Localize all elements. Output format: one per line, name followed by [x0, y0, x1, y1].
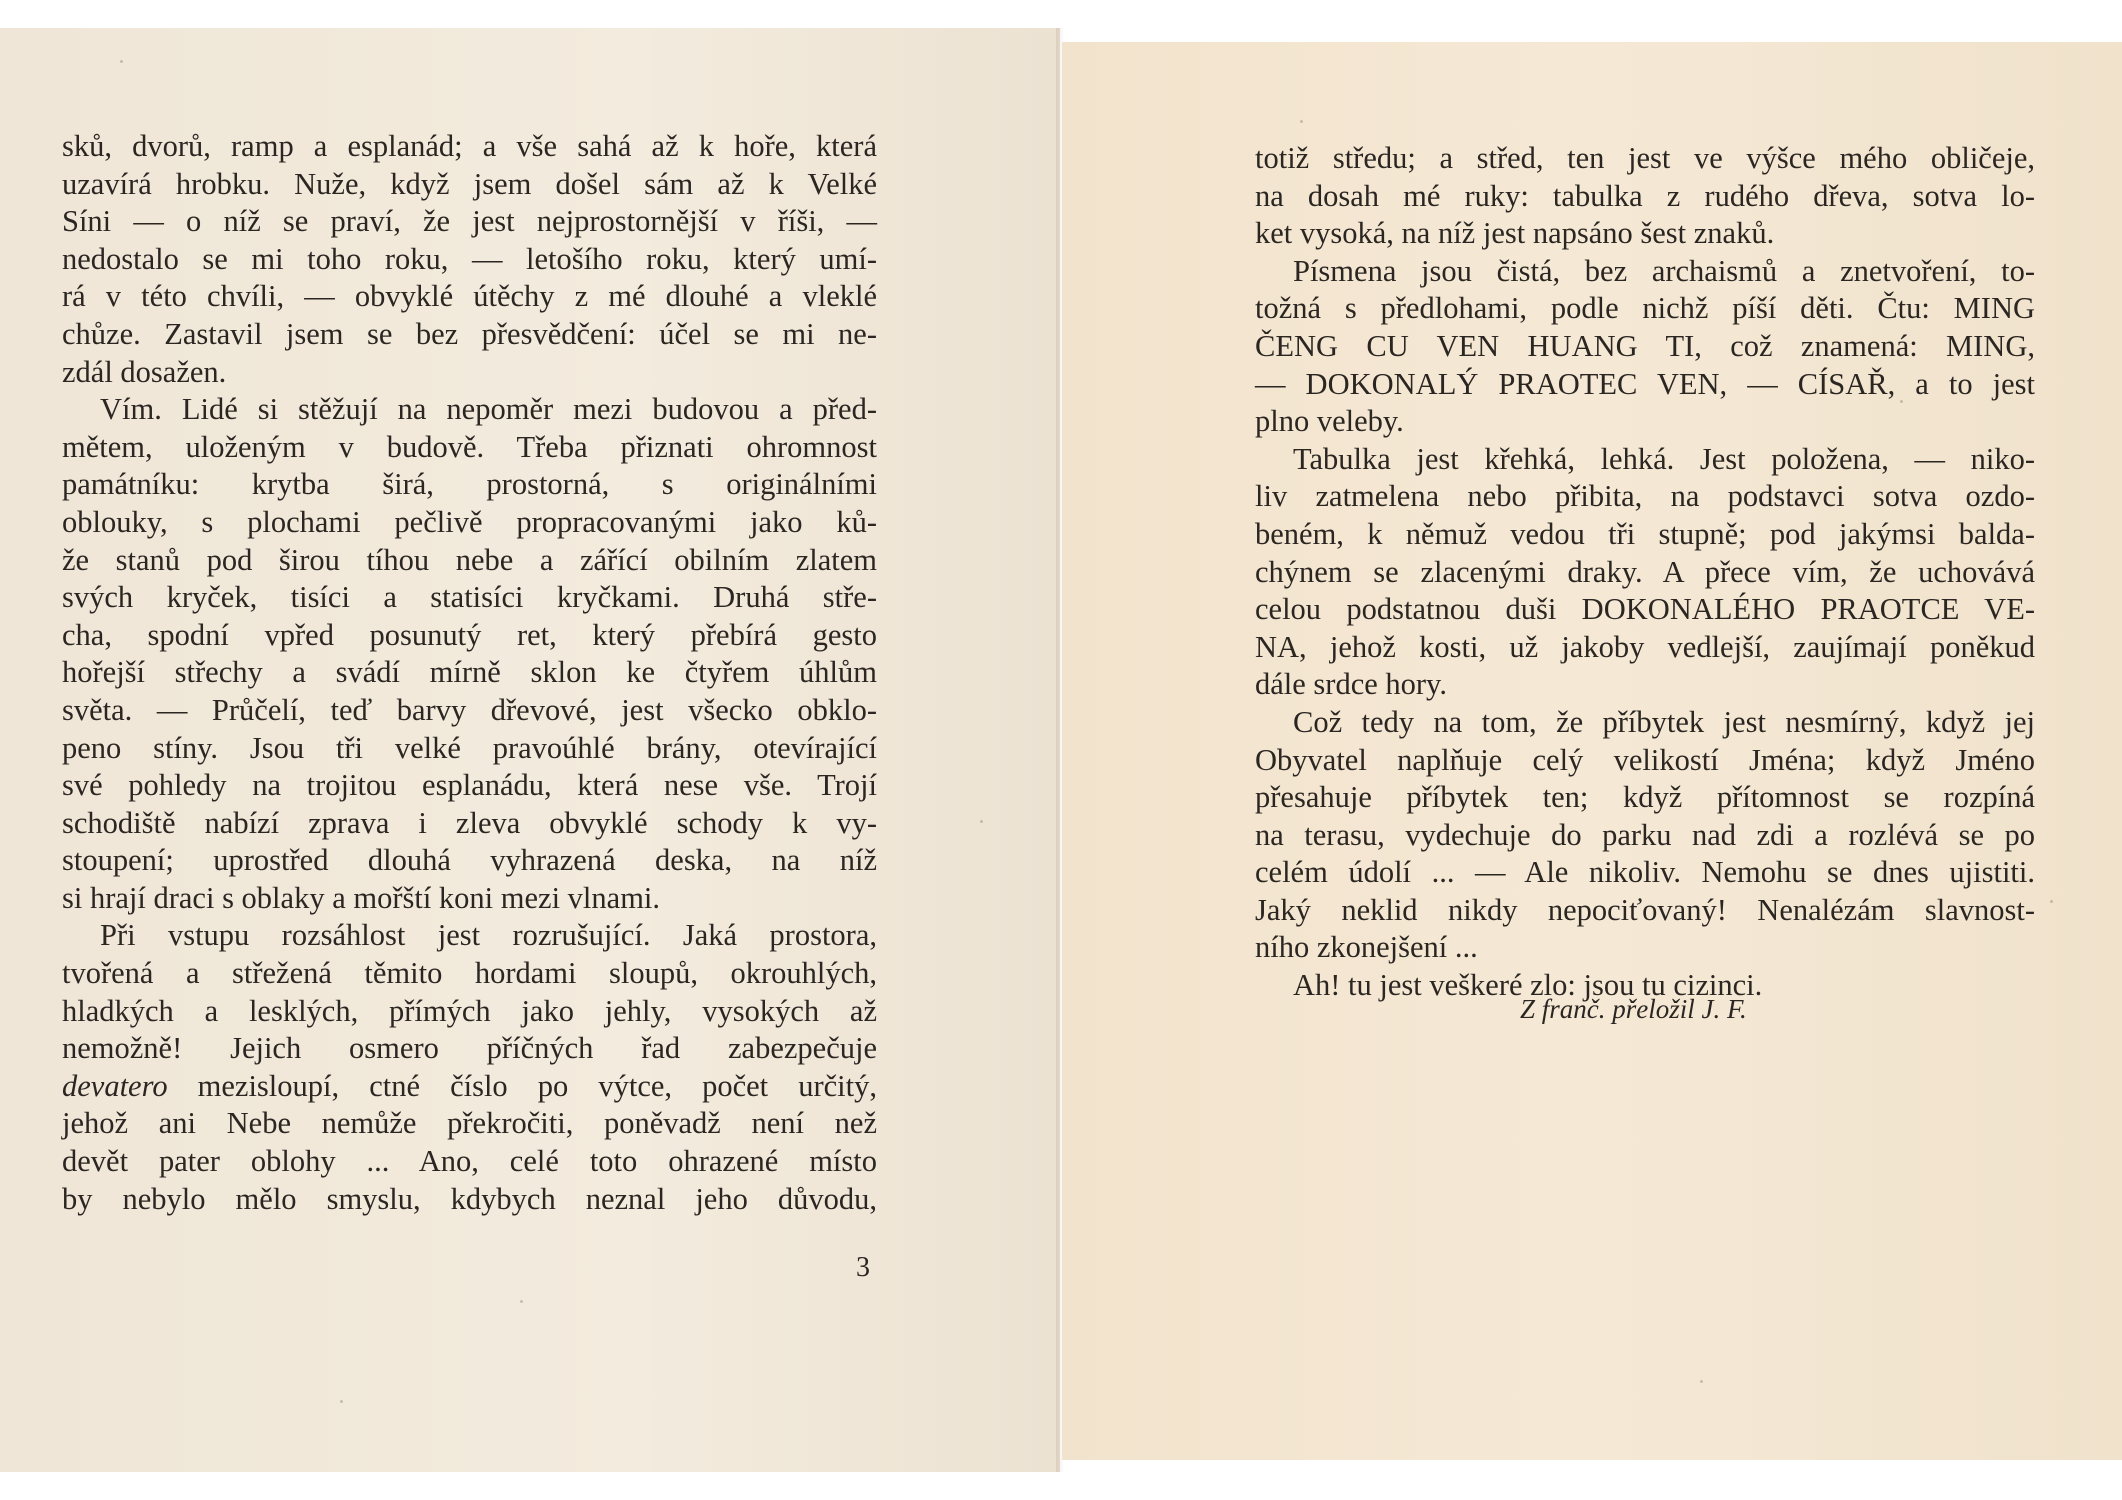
paper-speck — [980, 820, 983, 823]
text-line: zdál dosažen. — [62, 354, 227, 389]
text-line: oblouky, s plochami pečlivě propracovanými jako ků- — [62, 504, 877, 539]
text-line: devatero mezisloupí, ctné číslo po výtce, počet určitý, — [62, 1068, 877, 1103]
text-line: mětem, uloženým v budově. Třeba přiznati ohromnost — [62, 429, 877, 464]
text-line: devět pater oblohy ... Ano, celé toto ohrazené místo — [62, 1144, 877, 1179]
text-line: dále srdce hory. — [1255, 667, 1447, 702]
text-line: chýnem se zlacenými draky. A přece vím, že uchovává — [1255, 554, 2035, 589]
text-line: chůze. Zastavil jsem se bez přesvědčení: účel se mi ne- — [62, 316, 877, 351]
text-line: celém údolí ... — Ale nikoliv. Nemohu se dnes ujistiti. — [1255, 855, 2035, 890]
text-line: přesahuje příbytek ten; když přítomnost se rozpíná — [1255, 780, 2035, 815]
text-line: liv zatmelena nebo přibita, na podstavci sotva ozdo- — [1255, 479, 2035, 514]
text-line: Písmena jsou čistá, bez archaismů a znetvoření, to- — [1293, 253, 2035, 288]
text-line: Což tedy na tom, že příbytek jest nesmírný, když jej — [1293, 704, 2035, 739]
translator-credit: Z franč. přeložil J. F. — [1520, 994, 1747, 1024]
text-line: Síni — o níž se praví, že jest nejprostornější v říši, — — [62, 204, 877, 239]
paper-speck — [340, 1400, 343, 1403]
page-number: 3 — [856, 1252, 870, 1283]
text-line: ního zkonejšení ... — [1255, 930, 1478, 965]
paper-speck — [700, 210, 703, 213]
paper-speck — [2050, 900, 2053, 903]
text-line: Při vstupu rozsáhlost jest rozrušující. Jaká prostora, — [100, 918, 877, 953]
paper-speck — [1900, 400, 1903, 403]
text-line: tožná s předlohami, podle nichž píší děti. Čtu: MING — [1255, 291, 2035, 326]
text-line: beném, k němuž vedou tři stupně; pod jakýmsi balda- — [1255, 516, 2035, 551]
text-line: schodiště nabízí zprava i zleva obvyklé schody k vy- — [62, 805, 877, 840]
text-line: cha, spodní vpřed posunutý ret, který přebírá gesto — [62, 617, 877, 652]
text-line: Ah! tu jest veškeré zlo: jsou tu cizinci. — [1293, 968, 1763, 1003]
text-line: jehož ani Nebe nemůže překročiti, poněvadž není než — [62, 1106, 877, 1141]
text-line: — DOKONALÝ PRAOTEC VEN, — CÍSAŘ, a to jest — [1255, 366, 2035, 401]
text-line: peno stíny. Jsou tři velké pravoúhlé brány, otevírající — [62, 730, 877, 765]
text-line: Obyvatel naplňuje celý velikostí Jména; když Jméno — [1255, 742, 2035, 777]
text-line: památníku: krytba širá, prostorná, s originálními — [62, 467, 877, 502]
right-page-text — [1255, 140, 2035, 1005]
paper-speck — [1700, 1380, 1703, 1383]
text-line: totiž středu; a střed, ten jest ve výšce mého obličeje, — [1255, 141, 2035, 175]
right-page — [1062, 42, 2122, 1460]
text-line: hladkých a lesklých, přímých jako jehly, vysokých až — [62, 993, 877, 1028]
left-page-text — [62, 128, 877, 1218]
text-line: Jaký neklid nikdy nepociťovaný! Nenalézám slavnost- — [1255, 892, 2035, 927]
text-line: na terasu, vydechuje do parku nad zdi a rozlévá se po — [1255, 817, 2035, 852]
text-line: NA, jehož kosti, už jakoby vedlejší, zaujímají poněkud — [1255, 629, 2035, 664]
text-line: nemožně! Jejich osmero příčných řad zabezpečuje — [62, 1031, 877, 1066]
text-line: rá v této chvíli, — obvyklé útěchy z mé dlouhé a vleklé — [62, 279, 877, 314]
text-line: ČENG CU VEN HUANG TI, což znamená: MING, — [1255, 328, 2035, 363]
text-line: sků, dvorů, ramp a esplanád; a vše sahá až k hoře, která — [62, 129, 877, 163]
paper-speck — [120, 60, 123, 63]
text-line: hořejší střechy a svádí mírně sklon ke čtyřem úhlům — [62, 655, 877, 690]
text-line: že stanů pod širou tíhou nebe a zářící obilním zlatem — [62, 542, 877, 577]
left-page — [0, 28, 1060, 1472]
text-line: nedostalo se mi toho roku, — letošího roku, který umí- — [62, 241, 877, 276]
paper-speck — [1300, 120, 1303, 123]
text-line: své pohledy na trojitou esplanádu, která nese vše. Trojí — [62, 768, 877, 803]
text-line: ket vysoká, na níž jest napsáno šest znaků. — [1255, 216, 1775, 251]
text-line: na dosah mé ruky: tabulka z rudého dřeva, sotva lo- — [1255, 178, 2035, 213]
text-line: tvořená a střežená těmito hordami sloupů, okrouhlých, — [62, 956, 877, 991]
text-line: Tabulka jest křehká, lehká. Jest položena, — niko- — [1293, 441, 2035, 476]
paper-speck — [520, 1300, 523, 1303]
text-line: plno veleby. — [1255, 404, 1404, 439]
text-line: světa. — Průčelí, teď barvy dřevové, jest všecko obklo- — [62, 692, 877, 727]
text-line: uzavírá hrobku. Nuže, když jsem došel sám až k Velké — [62, 166, 877, 201]
italic-word: devatero — [62, 1068, 168, 1103]
paper-speck — [1450, 760, 1453, 763]
text-line: Vím. Lidé si stěžují na nepoměr mezi budovou a před- — [100, 392, 877, 427]
text-line: by nebylo mělo smyslu, kdybych neznal jeho důvodu, — [62, 1181, 877, 1216]
text-line: svých kryček, tisíci a statisíci kryčkami. Druhá stře- — [62, 580, 877, 615]
text-line: celou podstatnou duši DOKONALÉHO PRAOTCE VE- — [1255, 592, 2035, 627]
text-line: stoupení; uprostřed dlouhá vyhrazená deska, na níž — [62, 843, 877, 878]
text-line: si hrají draci s oblaky a mořští koni mezi vlnami. — [62, 880, 661, 915]
